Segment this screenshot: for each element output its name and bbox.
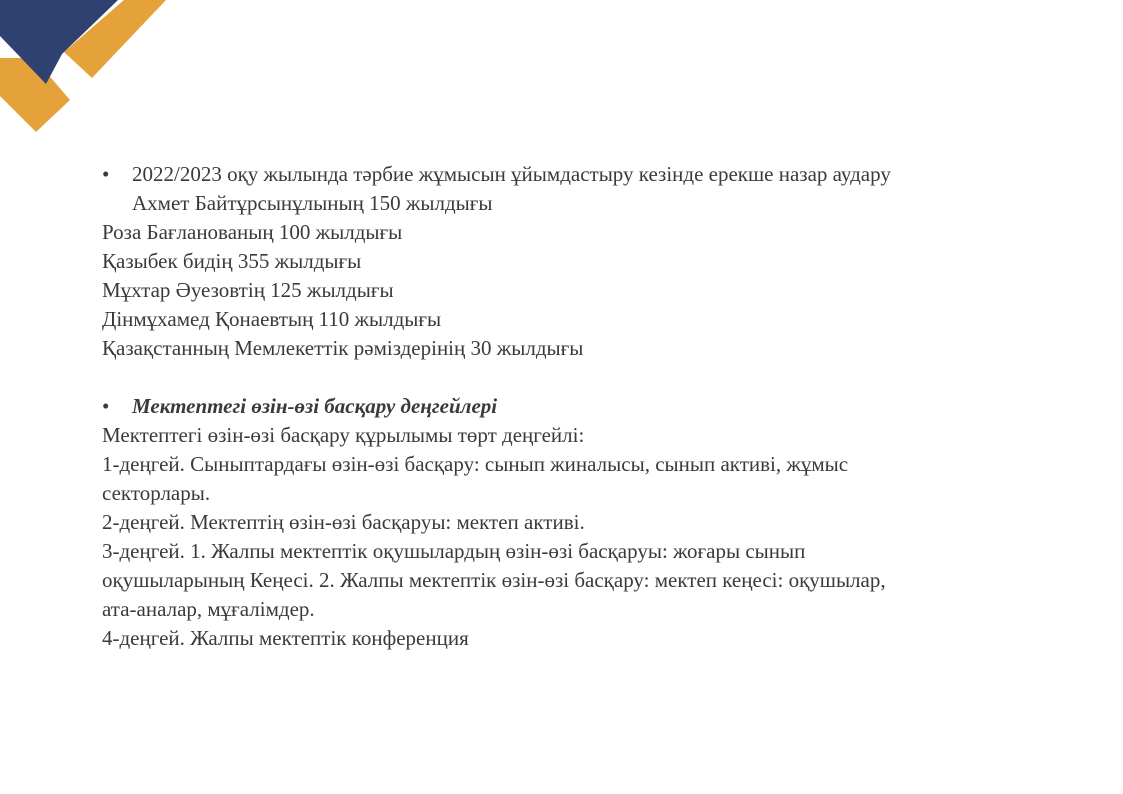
anniversary-item: Қазақстанның Мемлекеттік рәміздерінің 30 жылдығы xyxy=(102,336,584,360)
anniversary-item: Мұхтар Әуезовтің 125 жылдығы xyxy=(102,278,394,302)
anniversary-item: Дінмұхамед Қонаевтың 110 жылдығы xyxy=(102,307,442,331)
bullet-icon: • xyxy=(102,162,110,186)
section2-heading: Мектептегі өзін-өзі басқару деңгейлері xyxy=(132,394,498,418)
level1-text-line2: секторлары. xyxy=(102,481,211,505)
section1-heading-line2: Ахмет Байтұрсынұлының 150 жылдығы xyxy=(132,191,493,215)
level3-text-line2: оқушыларының Кеңесі. 2. Жалпы мектептік өзін-өзі басқару: мектеп кеңесі: оқушылар, xyxy=(102,568,886,592)
level3-text-line3: ата-аналар, мұғалімдер. xyxy=(102,597,315,621)
level1-text-line1: 1-деңгей. Сыныптардағы өзін-өзі басқару: сынып жиналысы, сынып активі, жұмыс xyxy=(102,452,849,476)
level3-text-line1: 3-деңгей. 1. Жалпы мектептік оқушылардың өзін-өзі басқаруы: жоғары сынып xyxy=(102,539,806,563)
anniversary-item: Қазыбек бидің 355 жылдығы xyxy=(102,249,362,273)
slide-content xyxy=(102,160,1042,653)
corner-decoration-graphic xyxy=(0,0,180,140)
level4-text: 4-деңгей. Жалпы мектептік конференция xyxy=(102,626,469,650)
section1-heading-line1: 2022/2023 оқу жылында тәрбие жұмысын ұйымдастыру кезінде ерекше назар аудару xyxy=(132,162,891,186)
section-spacer xyxy=(102,363,1042,392)
anniversary-item: Роза Бағланованың 100 жылдығы xyxy=(102,220,403,244)
section1-bullet-row xyxy=(102,160,1042,218)
section1-heading xyxy=(132,160,1042,218)
level2-text: 2-деңгей. Мектептің өзін-өзі басқаруы: мектеп активі. xyxy=(102,510,585,534)
self-governance-intro: Мектептегі өзін-өзі басқару құрылымы төрт деңгейлі: xyxy=(102,423,585,447)
section2-bullet-row xyxy=(102,392,1042,421)
bullet-icon: • xyxy=(102,394,110,418)
